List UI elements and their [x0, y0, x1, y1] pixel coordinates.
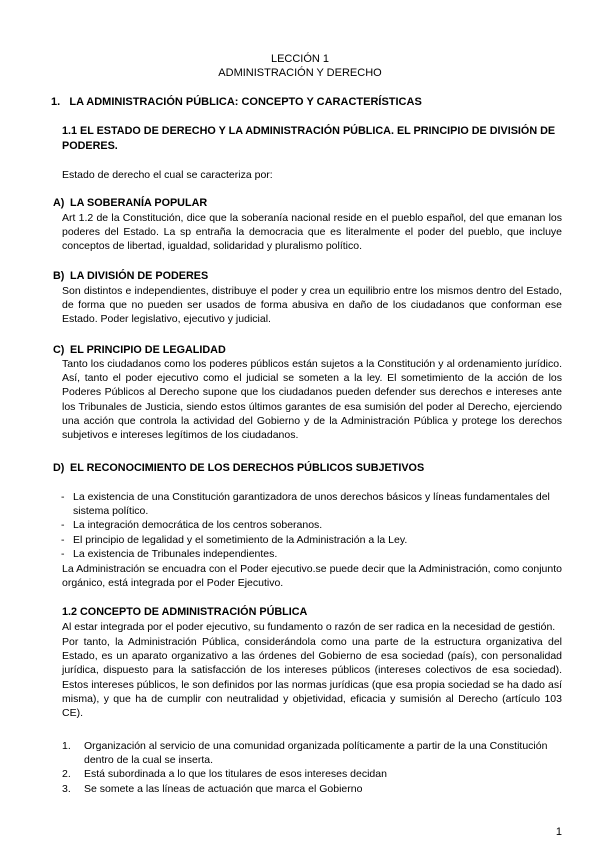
- lesson-label: LECCIÓN 1: [270, 53, 330, 65]
- list-item: - La existencia de Tribunales independientes.: [61, 547, 278, 560]
- paragraph-1-2: Por tanto, la Administración Pública, considerándola como una parte de la estructura organizativa del Estado, es un aparato organizativo a las órdenes del Gobierno de esa sociedad (país), con personalidad jurídica, dispuesto para la satisfacción de los intereses públicos (intereses colectivos de esa sociedad). Estos intereses públicos, le son definidos por las normas jurídicas (que esa propia sociedad se ha dado así misma), y que ha de cumplir con neutralidad y objetividad, eficacia y sumisión al Derecho (artículo 103 CE).: [62, 636, 562, 720]
- heading-b-mark: B): [53, 270, 65, 282]
- subsection-1-2-heading: 1.2 CONCEPTO DE ADMINISTRACIÓN PÚBLICA: [62, 606, 308, 618]
- heading-a: [53, 196, 207, 210]
- section-1-heading: [51, 95, 422, 109]
- list-item: - La integración democrática de los centros soberanos.: [61, 519, 323, 532]
- heading-d-title: EL RECONOCIMIENTO DE LOS DERECHOS PÚBLICOS SUBJETIVOS: [70, 462, 425, 474]
- numbered-list: [62, 739, 562, 796]
- heading-d: [53, 461, 424, 475]
- paragraph-1-2-intro: Al estar integrada por el poder ejecutivo, su fundamento o razón de ser radica en la necesidad de gestión.: [62, 621, 556, 633]
- heading-c-mark: C): [53, 344, 65, 356]
- list-item: 1. Organización al servicio de una comunidad organizada políticamente a partir de la una Constitución dentro de la cual se inserta.: [62, 740, 548, 767]
- heading-b-title: LA DIVISIÓN DE PODERES: [70, 270, 209, 282]
- section-1-number: 1.: [51, 96, 61, 108]
- paragraph-c: Tanto los ciudadanos como los poderes públicos están sujetos a la Constitución y al ordenamiento jurídico. Así, tanto el poder ejecutivo como el judicial se someten a la ley. El sometimiento de la acción de los Poderes Públicos al Derecho supone que los ciudadanos pueden defender sus derechos e intereses ante los Tribunales de Justicia, siendo estos últimos garantes de esa sumisión del poder al Derecho, ejerciendo una acción que controla la actividad del Gobierno y de la Administración Pública y protege los derechos subjetivos e intereses legítimos de los ciudadanos.: [62, 358, 562, 442]
- heading-c: [53, 343, 226, 357]
- heading-d-mark: D): [53, 462, 65, 474]
- heading-a-title: LA SOBERANÍA POPULAR: [70, 197, 208, 209]
- subsection-1-1-heading: 1.1 EL ESTADO DE DERECHO Y LA ADMINISTRACIÓN PÚBLICA. EL PRINCIPIO DE DIVISIÓN DE PODERES.: [62, 125, 556, 152]
- paragraph-b: Son distintos e independientes, distribuye el poder y crea un equilibrio entre los mismos dentro del Estado, de forma que no pueden ser usados de forma abusiva en daño de los ciudadanos que conforman ese Estado. Poder legislativo, ejecutivo y judicial.: [62, 285, 562, 326]
- paragraph-d-closing: La Administración se encuadra con el Poder ejecutivo.se puede decir que la Administración, como conjunto orgánico, está integrada por el Poder Ejecutivo.: [62, 563, 562, 590]
- heading-c-title: EL PRINCIPIO DE LEGALIDAD: [70, 344, 226, 356]
- paragraph-a: Art 1.2 de la Constitución, dice que la soberanía nacional reside en el pueblo español, del que emanan los poderes del Estado. La sp entraña la democracia que es literalmente el poder del pueblo, que incluye conceptos de libertad, igualdad, solidaridad y pluralismo político.: [62, 212, 562, 253]
- list-item: 2. Está subordinada a lo que los titulares de esos intereses decidan: [62, 768, 387, 781]
- lesson-subtitle: ADMINISTRACIÓN Y DERECHO: [218, 67, 382, 79]
- page-number: 1: [555, 826, 562, 838]
- heading-a-mark: A): [53, 197, 65, 209]
- list-item: 3. Se somete a las líneas de actuación que marca el Gobierno: [62, 782, 363, 795]
- list-item: - La existencia de una Constitución garantizadora de unos derechos básicos y líneas fundamentales del sistema político.: [61, 491, 550, 518]
- bullet-list-d: [62, 490, 562, 561]
- intro-paragraph: Estado de derecho el cual se caracteriza por:: [62, 169, 273, 181]
- section-1-title: LA ADMINISTRACIÓN PÚBLICA: CONCEPTO Y CARACTERÍSTICAS: [69, 96, 422, 108]
- heading-b: [53, 269, 208, 283]
- list-item: - El principio de legalidad y el sometimiento de la Administración a la Ley.: [61, 533, 408, 546]
